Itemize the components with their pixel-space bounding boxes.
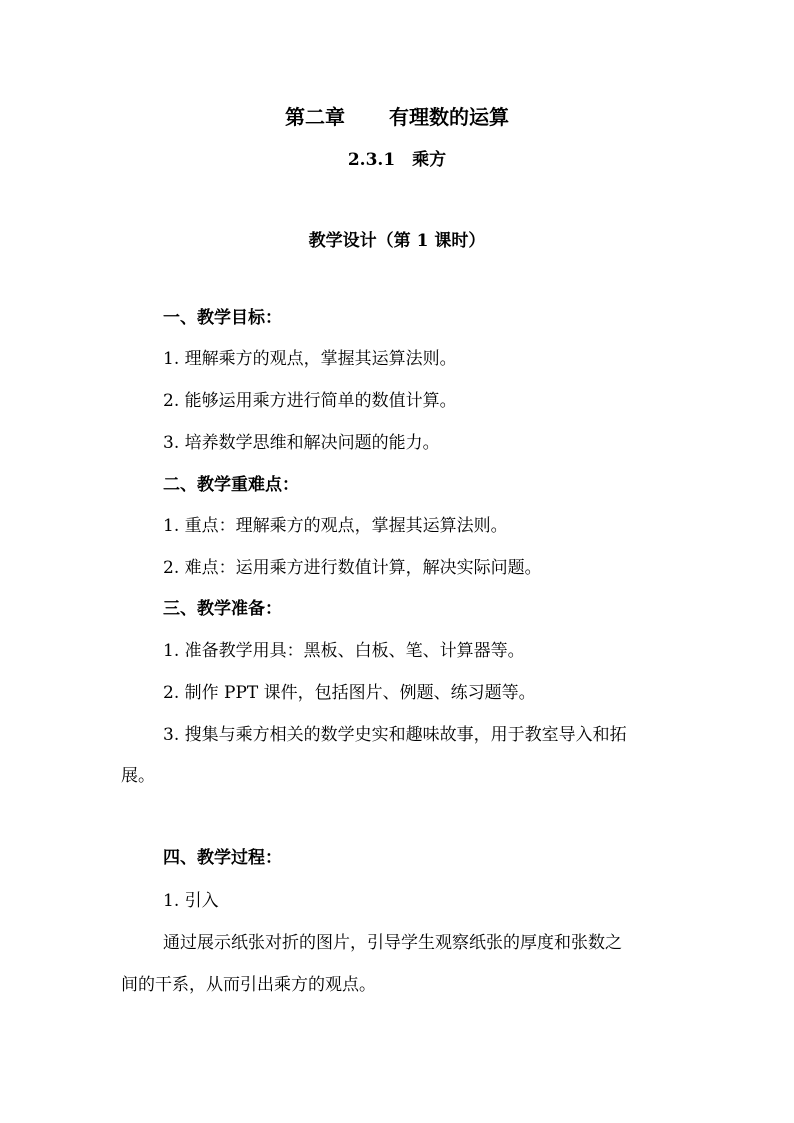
section-heading-process: 四、教学过程： [163,848,282,868]
list-item: 2. 制作 PPT 课件，包括图片、例题、练习题等。 [163,683,536,703]
list-item: 1. 重点：理解乘方的观点，掌握其运算法则。 [163,516,508,536]
section-heading-objectives: 一、教学目标： [163,308,282,328]
chapter-title [0,104,794,130]
list-item: 1. 理解乘方的观点，掌握其运算法则。 [163,349,457,369]
section-heading-key-points: 二、教学重难点： [163,475,299,495]
chapter-number: 第二章 [285,105,345,129]
list-item: 1. 准备教学用具：黑板、白板、笔、计算器等。 [163,641,525,661]
list-item: 2. 难点：运用乘方进行数值计算，解决实际问题。 [163,558,542,578]
section-heading-preparation: 三、教学准备： [163,599,282,619]
paragraph-line: 通过展示纸张对折的图片，引导学生观察纸张的厚度和张数之 [163,933,622,953]
list-item: 2. 能够运用乘方进行简单的数值计算。 [163,391,457,411]
paragraph-line: 间的干系，从而引出乘方的观点。 [121,975,376,995]
list-item-continuation: 展。 [121,766,155,786]
lesson-subtitle: 教学设计（第 1 课时） [308,231,486,251]
list-item: 3. 搜集与乘方相关的数学史实和趣味故事，用于教室导入和拓 [163,725,627,745]
list-item: 1. 引入 [163,891,219,911]
list-item: 3. 培养数学思维和解决问题的能力。 [163,433,440,453]
chapter-name: 有理数的运算 [389,105,509,129]
section-title: 2.3.1 乘方 [347,150,447,170]
